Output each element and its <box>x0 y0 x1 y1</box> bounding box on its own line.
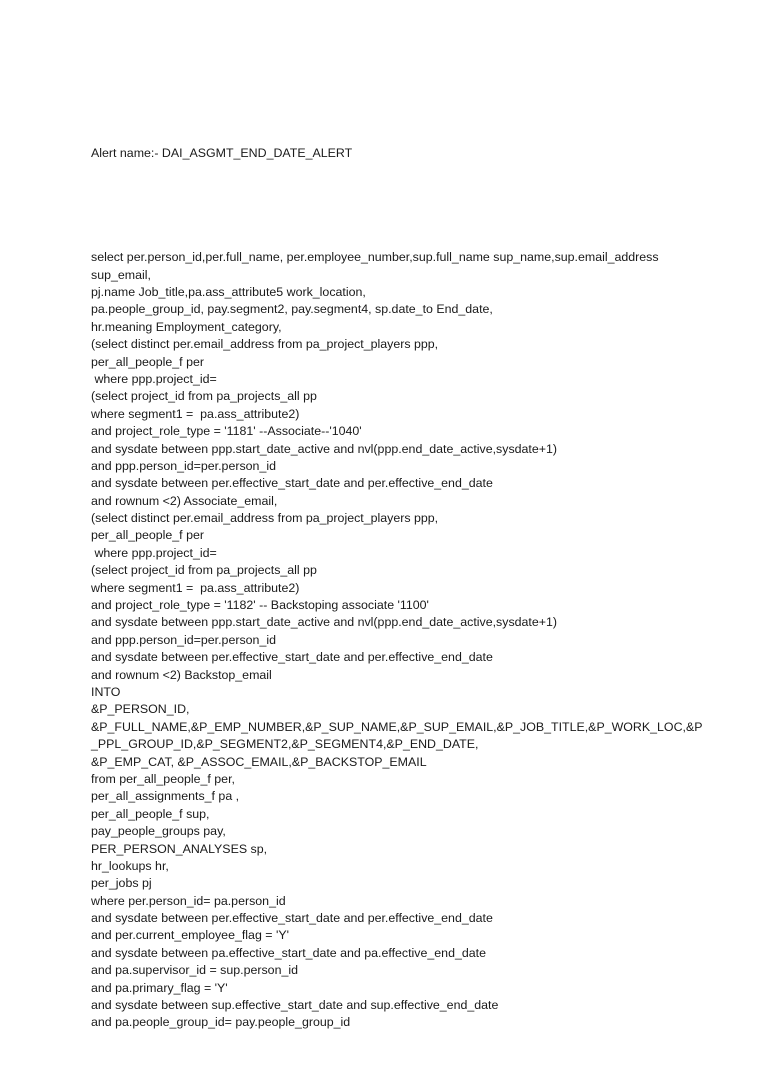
sql-line: where segment1 = pa.ass_attribute2) <box>91 580 300 595</box>
sql-line: where segment1 = pa.ass_attribute2) <box>91 406 300 421</box>
sql-line: hr_lookups hr, <box>91 858 169 873</box>
sql-line: sup_email, <box>91 267 151 282</box>
sql-line: and ppp.person_id=per.person_id <box>91 632 276 647</box>
sql-line: (select project_id from pa_projects_all pp <box>91 563 317 578</box>
sql-line: and pa.people_group_id= pay.people_group_id <box>91 1015 351 1030</box>
sql-line: pa.people_group_id, pay.segment2, pay.segment4, sp.date_to End_date, <box>91 302 493 317</box>
sql-text <box>91 249 703 1032</box>
sql-line: and sysdate between per.effective_start_date and per.effective_end_date <box>91 650 493 665</box>
sql-line: hr.meaning Employment_category, <box>91 319 282 334</box>
sql-line: (select distinct per.email_address from pa_project_players ppp, <box>91 511 439 526</box>
sql-line: (select distinct per.email_address from pa_project_players ppp, <box>91 337 439 352</box>
sql-line: per_all_assignments_f pa , <box>91 789 240 804</box>
sql-line: (select project_id from pa_projects_all pp <box>91 389 317 404</box>
sql-line: &P_EMP_CAT, &P_ASSOC_EMAIL,&P_BACKSTOP_EMAIL <box>91 754 427 769</box>
sql-line: and sysdate between pa.effective_start_date and pa.effective_end_date <box>91 945 486 960</box>
sql-line: per_all_people_f per <box>91 528 204 543</box>
sql-line: pay_people_groups pay, <box>91 824 226 839</box>
sql-line: and project_role_type = '1181' --Associate--'1040' <box>91 424 362 439</box>
sql-line: and pa.primary_flag = 'Y' <box>91 980 228 995</box>
sql-line: where ppp.project_id= <box>91 545 217 560</box>
sql-line: and project_role_type = '1182' -- Backstoping associate '1100' <box>91 598 429 613</box>
sql-line: where per.person_id= pa.person_id <box>91 893 286 908</box>
sql-line: and rownum <2) Associate_email, <box>91 493 278 508</box>
sql-line: and per.current_employee_flag = 'Y' <box>91 928 289 943</box>
sql-line: and rownum <2) Backstop_email <box>91 667 272 682</box>
sql-line: from per_all_people_f per, <box>91 771 235 786</box>
sql-line: per_all_people_f sup, <box>91 806 210 821</box>
sql-line: and sysdate between sup.effective_start_date and sup.effective_end_date <box>91 998 499 1013</box>
sql-line: per_jobs pj <box>91 876 152 891</box>
sql-line: and sysdate between per.effective_start_date and per.effective_end_date <box>91 911 493 926</box>
sql-line: and sysdate between ppp.start_date_active and nvl(ppp.end_date_active,sysdate+1) <box>91 615 558 630</box>
sql-line: per_all_people_f per <box>91 354 204 369</box>
document-body <box>91 110 703 1067</box>
blank-line <box>91 197 691 214</box>
sql-line: where ppp.project_id= <box>91 371 217 386</box>
sql-line: &P_FULL_NAME,&P_EMP_NUMBER,&P_SUP_NAME,&P_SUP_EMAIL,&P_JOB_TITLE,&P_WORK_LOC,&P <box>91 719 703 734</box>
sql-line: and sysdate between per.effective_start_date and per.effective_end_date <box>91 476 493 491</box>
alert-title: Alert name:- DAI_ASGMT_END_DATE_ALERT <box>91 145 353 160</box>
sql-line: select per.person_id,per.full_name, per.employee_number,sup.full_name sup_name,sup.email_address <box>91 250 659 265</box>
sql-line: and ppp.person_id=per.person_id <box>91 458 276 473</box>
sql-line: and pa.supervisor_id = sup.person_id <box>91 963 298 978</box>
sql-line: PER_PERSON_ANALYSES sp, <box>91 841 268 856</box>
sql-line: INTO <box>91 684 121 699</box>
sql-line: &P_PERSON_ID, <box>91 702 190 717</box>
sql-line: pj.name Job_title,pa.ass_attribute5 work_location, <box>91 285 366 299</box>
sql-line: _PPL_GROUP_ID,&P_SEGMENT2,&P_SEGMENT4,&P_END_DATE, <box>91 737 479 752</box>
sql-line: and sysdate between ppp.start_date_active and nvl(ppp.end_date_active,sysdate+1) <box>91 441 558 456</box>
